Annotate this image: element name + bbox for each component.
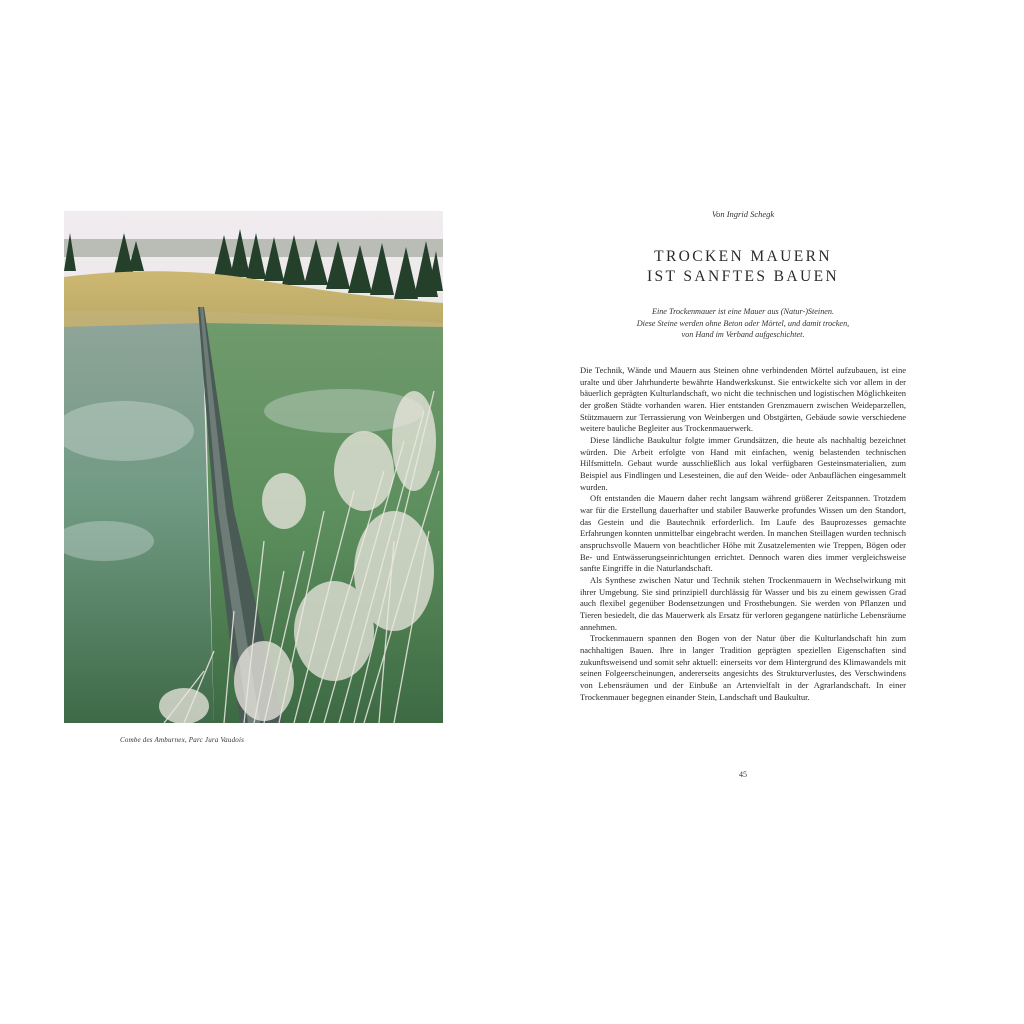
title-line-1: TROCKEN MAUERN (654, 248, 832, 265)
lead-line-3: von Hand im Verband aufgeschichtet. (681, 330, 805, 340)
lead-line-1: Eine Trockenmauer ist eine Mauer aus (Natur-)Steinen. (651, 307, 835, 316)
title-line-2: IST SANFTES BAUEN (646, 268, 840, 285)
body-paragraph: Oft entstanden die Mauern daher recht langsam während größerer Zeitspannen. Trotzdem war für die Erstellung dauerhafter und stabiler Bauwerke profundes Wissen um den Standort, das Gestein und die Bautechnik erforderlich. Im Laufe des Bauprozesses gemachte Erfahrungen konnten unmittelbar eingebracht werden. In manchen Steillagen wurden technisch anspruchsvolle Mauern von beachtlicher Höhe mit Zusatzelementen wie Treppen, Bögen oder Be- und Entwässerungseinrichtungen errichtet. Dennoch waren dies immer vergleichsweise sanfte Eingriffe in die Naturlandschaft. (580, 493, 906, 574)
photo-illustration (64, 211, 443, 723)
lead-paragraph (580, 306, 906, 341)
body-paragraph: Die Technik, Wände und Mauern aus Steinen ohne verbindenden Mörtel aufzubauen, ist eine uralte und über Jahrhunderte bewährte Handwerkskunst. Sie entwickelte sich vor allem in der bäuerlich geprägten Kulturlandschaft, wo nicht die technischen und logistischen Möglichkeiten der großen Städte vorhanden waren. Hier entstanden Grenzmauern zwischen Weideparzellen, Stützmauern zur Terrassierung von Weinbergen und Obstgärten, Gebäude sowie verschiedene weitere bauliche Begleiter aus Trockenmauerwerk. (580, 365, 906, 434)
body-paragraph: Diese ländliche Baukultur folgte immer Grundsätzen, die heute als nachhaltig bezeichnet würden. Die Arbeit erfolgte von Hand mit einfachen, wenig belastenden technischen Hilfsmitteln. Gebaut wurde ausschließlich aus lokal verfügbaren Gesteinsmaterialien, zum Beispiel aus Findlingen und Lesesteinen, die auf den Weide- oder Anbauflächen eingesammelt wurden. (580, 435, 906, 492)
body-text (580, 365, 906, 703)
page-number: 45 (739, 770, 747, 779)
body-paragraph: Als Synthese zwischen Natur und Technik stehen Trockenmauern in Wechselwirkung mit ihrer Umgebung. Sie sind prinzipiell durchlässig für Wasser und bis zu einem gewissen Grad auch flexibel gegenüber Bodensetzungen und Frosthebungen. Sie werden von Pflanzen und Tieren besiedelt, die das Mauerwerk als Ersatz für verloren gegangene natürliche Lebensräume annehmen. (580, 575, 906, 632)
landscape-photo (64, 211, 443, 723)
lead-line-2: Diese Steine werden ohne Beton oder Mörtel, und damit trocken, (636, 318, 850, 328)
body-paragraph: Trockenmauern spannen den Bogen von der Natur über die Kulturlandschaft hin zum nachhaltigen Bauen. Ihre in langer Tradition geprägten speziellen Eigenschaften sind zukunftsweisend und somit sehr aktuell: einerseits vor dem Hintergrund des Klimawandels mit seinen Folgeerscheinungen, andererseits angesichts des Strukturverlustes, des Verschwindens von Lebensräumen und der Einbuße an Artenvielfalt in der Agrarlandschaft. In einer Trockenmauer begegnen einander Stein, Landschaft und Baukultur. (580, 633, 906, 702)
article-title (580, 247, 906, 287)
photo-caption: Combe des Amburnex, Parc Jura Vaudois (120, 736, 245, 744)
author-byline: Von Ingrid Schegk (711, 209, 775, 219)
